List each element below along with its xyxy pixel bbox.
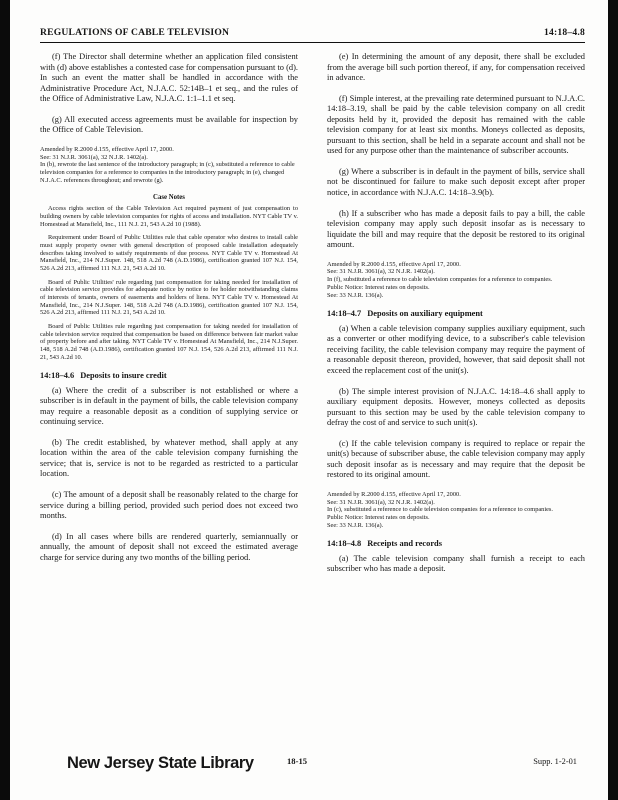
paragraph: (b) The credit established, by whatever method, shall apply at any location within the area of the cable television company furnishing the service; that is, service is not to be regarded as restricted to a particular location. xyxy=(40,437,298,479)
history-line: Amended by R.2000 d.155, effective April 17, 2000. xyxy=(327,260,461,268)
paragraph: (g) All executed access agreements must be available for inspection by the Office of Cable Television. xyxy=(40,114,298,135)
left-column xyxy=(40,52,298,573)
history-line: See: 31 N.J.R. 3061(a), 32 N.J.R. 1402(a). xyxy=(40,153,148,161)
scan-edge-right xyxy=(608,0,618,800)
section-title: Receipts and records xyxy=(367,539,442,549)
case-note: Requirement under Board of Public Utilities rule that cable operator who desires to install cable must supply property owner with general description of proposed cable installation adequately describes taking involved to satisfy requirements of due process. NYT Cable TV v. Homestead At Mansfield, Inc., 214 N.J.Super. 148, 518 A.2d 748 (A.D.1986), certification granted 107 N.J. 154, 526 A.2d 213, affirmed 111 N.J. 21, 543 A.2d 10. xyxy=(40,234,298,272)
history-line: See: 33 N.J.R. 136(a). xyxy=(327,521,384,529)
section-heading xyxy=(40,371,298,382)
scan-edge-left xyxy=(0,0,10,800)
paragraph: (h) If a subscriber who has made a deposit fails to pay a bill, the cable television company may apply such deposit insofar as is necessary to liquidate the bill and may require that the deposit be restored to its original amount. xyxy=(327,208,585,250)
right-column xyxy=(327,52,585,585)
case-notes-heading: Case Notes xyxy=(153,194,185,202)
paragraph: (c) The amount of a deposit shall be reasonably related to the charge for service during a billing period, provided such period does not exceed two months. xyxy=(40,490,298,521)
library-watermark: New Jersey State Library xyxy=(67,754,254,772)
page-number: 18-15 xyxy=(287,756,308,766)
section-title: Deposits on auxiliary equipment xyxy=(367,309,483,319)
history-line: In (b), rewrote the last sentence of the introductory paragraph; in (c), substituted a reference to cable television companies for a reference to companies in the introductory paragraph; in (e), changed N.J.A.C. references throughout; and rewrote (g). xyxy=(40,161,295,184)
section-number: 14:18–4.6 xyxy=(40,371,75,381)
paragraph: (g) Where a subscriber is in default in the payment of bills, service shall not be discontinued for failure to make such deposit except after proper notice, in accordance with N.J.A.C. 14:18–3.9(b). xyxy=(327,166,585,198)
case-note: Board of Public Utilities rule regarding just compensation for taking needed for installation of cable television service required that compensation be based on difference between fair market value of property before and after taking. NYT Cable TV v. Homestead At Mansfield, Inc., 214 N.J.Super. 148, 518 A.2d 748 (A.D.1986), certification granted 107 N.J. 154, 526 A.2d 213, affirmed 111 N.J. 21, 543 A.2d 10. xyxy=(40,322,298,361)
header-section-number: 14:18–4.8 xyxy=(544,27,585,38)
history-note xyxy=(327,491,585,530)
history-line: Amended by R.2000 d.155, effective April 17, 2000. xyxy=(327,490,461,498)
history-note xyxy=(327,261,585,300)
history-line: In (c), substituted a reference to cable television companies for a reference to companies. xyxy=(327,506,553,514)
case-note: Board of Public Utilities' rule regarding just compensation for taking needed for installation of cable television service provides for adequate notice by notice to fee holder notwithstanding claims of interests of tenants, owners of easements and holders of liens. NYT Cable TV v. Homestead At Mansfield, Inc., 214 N.J.Super. 148, 518 A.2d 748 (A.D.1986), certification granted 107 N.J. 154, 526 A.2d 213, affirmed 111 N.J. 21, 543 A.2d 10. xyxy=(40,278,298,317)
section-heading xyxy=(327,539,585,550)
history-line: See: 31 N.J.R. 3061(a), 32 N.J.R. 1402(a). xyxy=(327,498,435,506)
history-note xyxy=(40,146,298,185)
paragraph: (a) Where the credit of a subscriber is not established or where a subscriber is in default in the payment of bills, the cable television company may require a reasonable deposit as a condition of supplying service or continuing service. xyxy=(40,385,298,427)
history-line: Amended by R.2000 d.155, effective April 17, 2000. xyxy=(40,145,174,153)
history-line: Public Notice: Interest rates on deposits. xyxy=(327,283,430,291)
history-line: In (f), substituted a reference to cable television companies for a reference to companies. xyxy=(327,276,553,284)
history-line: See: 33 N.J.R. 136(a). xyxy=(327,291,384,299)
paragraph: (a) The cable television company shall furnish a receipt to each subscriber who has made a deposit. xyxy=(327,553,585,574)
paragraph: (e) In determining the amount of any deposit, there shall be excluded from the average bill such portion thereof, if any, for compensation received in advance. xyxy=(327,52,585,83)
paragraph: (c) If the cable television company is required to replace or repair the unit(s) because of subscriber abuse, the cable television company may apply such deposit insofar as is necessary and may require that the deposit be restored to its original amount. xyxy=(327,438,585,480)
case-note: Access rights section of the Cable Television Act required payment of just compensation to building owners by cable television companies for rights of access and installation. NYT Cable TV v. Homestead at Mansfield, Inc., 111 N.J. 21, 543 A.2d 10 (1988). xyxy=(40,205,298,228)
paragraph: (b) The simple interest provision of N.J.A.C. 14:18–4.6 shall apply to auxiliary equipment deposits. However, moneys collected as deposits pursuant to this section may be used by the cable television company to defray the cost of and service to such unit(s). xyxy=(327,386,585,428)
running-header xyxy=(40,27,585,41)
supplement-date: Supp. 1-2-01 xyxy=(533,757,577,766)
paragraph: (f) Simple interest, at the prevailing rate determined pursuant to N.J.A.C. 14:18–3.19, shall be paid by the cable television company on all credit deposits held by it, provided the deposit has remained with the cable television company for at least six months. Moneys collected as deposits, pursuant to this section, shall be held in a separate account and shall not be used for any purpose other than the maintenance of subscriber accounts. xyxy=(327,93,585,156)
paragraph: (f) The Director shall determine whether an application filed consistent with (d) above establishes a contested case for compensation pursuant to (d). In such an event the matter shall be handled in accordance with the Administrative Procedure Act, N.J.A.C. 52:14B–1 et seq., and the rules of the Office of Administrative Law, N.J.A.C. 1:1–1.1 et seq. xyxy=(40,52,298,104)
history-line: See: 31 N.J.R. 3061(a), 32 N.J.R. 1402(a). xyxy=(327,268,435,276)
paragraph: (d) In all cases where bills are rendered quarterly, semiannually or annually, the amount of deposit shall not exceed the estimated average charge for service during any two months of the billing period. xyxy=(40,531,298,562)
section-number: 14:18–4.8 xyxy=(327,539,362,549)
header-rule xyxy=(40,42,585,43)
history-line: Public Notice: Interest rates on deposits. xyxy=(327,513,430,521)
section-number: 14:18–4.7 xyxy=(327,309,362,319)
header-title: REGULATIONS OF CABLE TELEVISION xyxy=(40,27,230,38)
section-heading xyxy=(327,309,585,320)
paragraph: (a) When a cable television company supplies auxiliary equipment, such as a converter or other modifying device, to a subscriber's cable television receiving facility, the cable television company may require the payment of a reasonable deposit thereon, provided, however, that said deposit shall not exceed the replacement cost of the unit(s). xyxy=(327,323,585,375)
section-title: Deposits to insure credit xyxy=(80,371,167,381)
page-footer xyxy=(40,752,585,776)
